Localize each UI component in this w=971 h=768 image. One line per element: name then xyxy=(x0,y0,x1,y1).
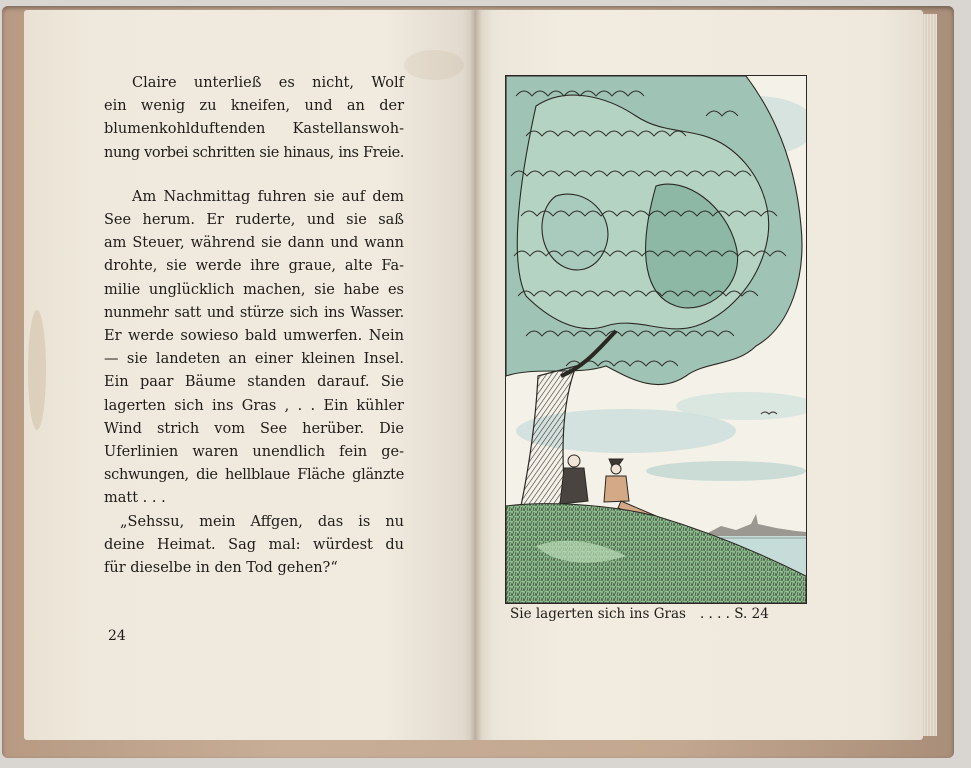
text-line: am Steuer, während sie dann und wann xyxy=(104,235,404,252)
text-line: blumenkohlduftenden Kastellanswoh- xyxy=(104,121,404,138)
text-line: Ein paar Bäume standen darauf. Sie xyxy=(104,374,404,391)
text-line: milie unglücklich machen, sie habe es xyxy=(104,281,404,298)
page-number: 24 xyxy=(108,628,126,644)
text-line: nung vorbei schritten sie hinaus, ins Freie. xyxy=(104,144,404,161)
paragraph xyxy=(104,72,404,165)
text-line: Claire unterließ es nicht, Wolf xyxy=(132,75,404,91)
book-spine xyxy=(470,10,482,740)
text-line: See herum. Er ruderte, und sie saß xyxy=(104,212,404,229)
illustration-caption xyxy=(510,606,810,622)
paragraph xyxy=(104,186,404,511)
paragraph xyxy=(104,511,404,581)
text-line: Am Nachmittag fuhren sie auf dem xyxy=(132,188,404,205)
text-line: Uferlinien waren unendlich fein ge- xyxy=(104,444,404,461)
page-edges xyxy=(921,14,937,736)
caption-page-reference: . . . . S. 24 xyxy=(699,606,769,622)
text-line: Er werde sowieso bald umwerfen. Nein xyxy=(104,328,404,345)
text-line: matt . . . xyxy=(104,490,166,507)
text-line: ein wenig zu kneifen, und an der xyxy=(104,98,404,115)
text-line: lagerten sich ins Gras , . . Ein kühler xyxy=(104,397,404,414)
text-line: nunmehr satt und stürze sich ins Wasser. xyxy=(104,304,404,321)
tree-illustration xyxy=(505,75,807,604)
text-line: Wind strich vom See herüber. Die xyxy=(104,420,404,437)
text-line: für dieselbe in den Tod gehen?“ xyxy=(104,560,338,577)
text-line: — sie landeten an einer kleinen Insel. xyxy=(104,351,404,368)
text-line: drohte, sie werde ihre graue, alte Fa- xyxy=(104,258,404,275)
text-line: deine Heimat. Sag mal: würdest du xyxy=(104,536,404,553)
caption-text: Sie lagerten sich ins Gras xyxy=(510,606,686,622)
left-page-text xyxy=(104,72,404,580)
text-line: „Sehssu, mein Affgen, das is nu xyxy=(120,513,404,530)
text-line: schwungen, die hellblaue Fläche glänzte xyxy=(104,467,404,484)
left-page xyxy=(24,10,476,740)
